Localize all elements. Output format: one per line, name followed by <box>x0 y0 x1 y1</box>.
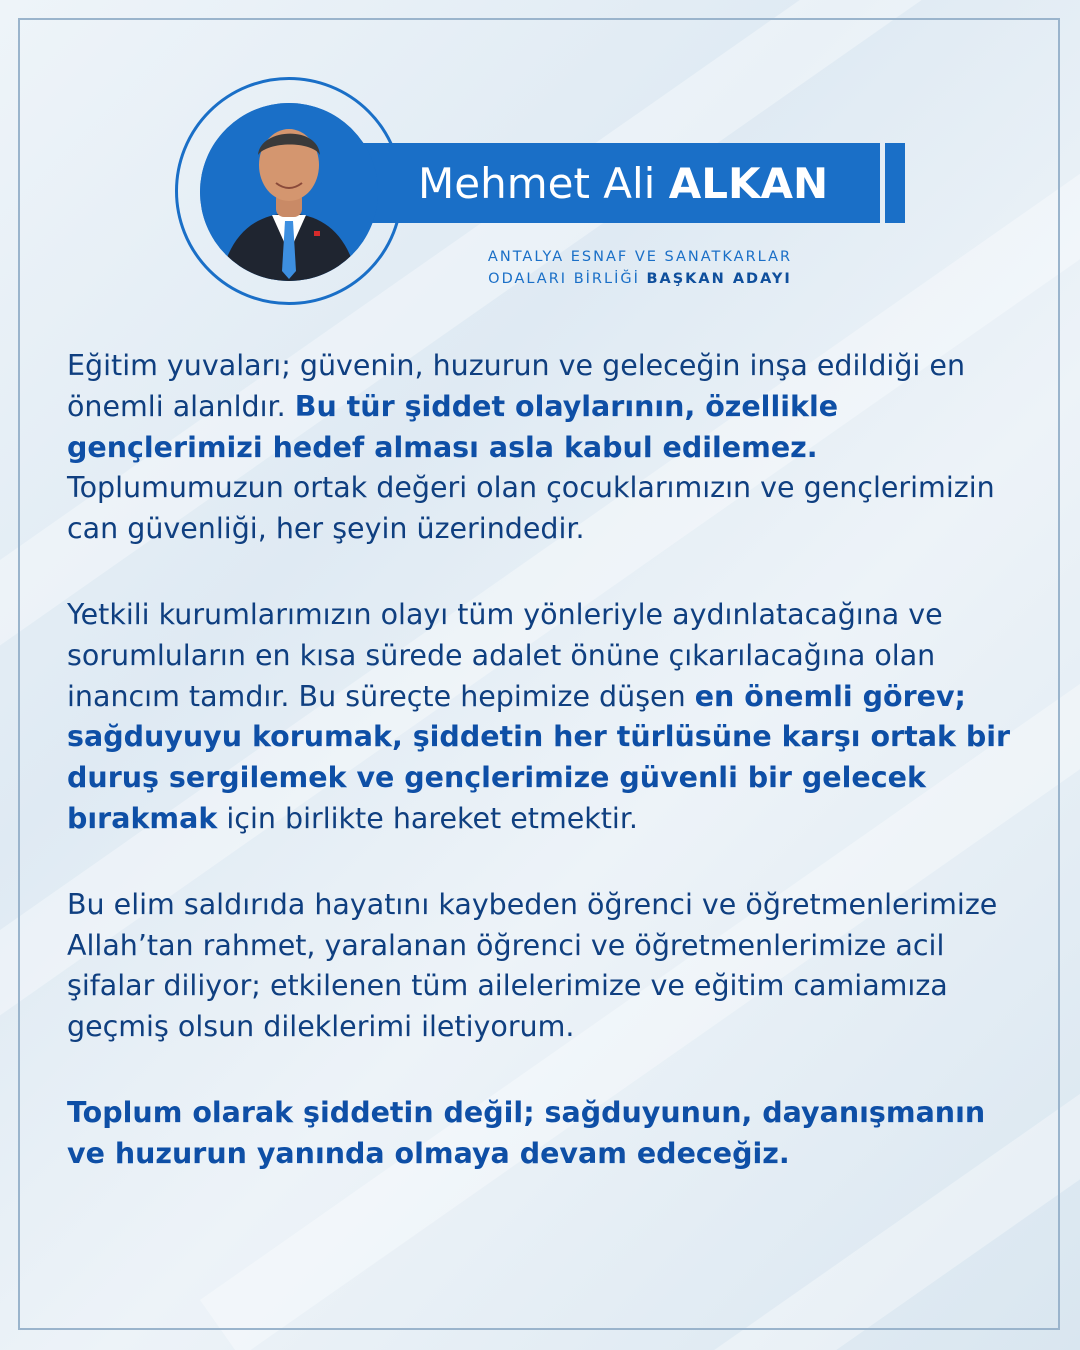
paragraph-1 <box>67 346 1027 550</box>
p1-regular-a: Eğitim yuvaları; güvenin, huzurun ve geleceğin inşa edildiği en önemli alanldır. <box>67 349 966 423</box>
subtitle-line-2-bold: BAŞKAN ADAYI <box>646 271 792 287</box>
statement-body <box>67 346 1027 1220</box>
p2-bold: en önemli görev; sağduyuyu korumak, şiddetin her türlüsüne karşı ortak bir duruş sergilemek ve gençlerimize güvenli bir gelecek bırakmak <box>67 679 1011 835</box>
first-names: Mehmet Ali <box>418 159 656 208</box>
p4-bold: Toplum olarak şiddetin değil; sağduyunun, dayanışmanın ve huzurun yanında olmaya devam edeceğiz. <box>67 1095 986 1170</box>
p1-bold: Bu tür şiddet olaylarının, özellikle gençlerimizi hedef alması asla kabul edilemez. <box>67 389 839 464</box>
candidate-name <box>418 152 828 216</box>
p1-regular-b: Toplumumuzun ortak değeri olan çocuklarımızın ve gençlerimizin can güvenliği, her şeyin üzerindedir. <box>67 471 995 546</box>
p2-regular-a: Yetkili kurumlarımızın olayı tüm yönleriyle aydınlatacağına ve sorumluların en kısa sürede adalet önüne çıkarılacağına olan inancım tamdır. Bu süreçte hepimize düşen <box>67 597 943 713</box>
candidate-portrait <box>200 103 378 281</box>
paragraph-4 <box>67 1093 1027 1175</box>
paragraph-3: Bu elim saldırıda hayatını kaybeden öğrenci ve öğretmenlerimize Allah’tan rahmet, yaralanan öğrenci ve öğretmenlerimize acil şifalar diliyor; etkilenen tüm ailelerimize ve eğitim camiamıza geçmiş olsun dileklerimi iletiyorum. <box>67 887 998 1044</box>
banner-end-bar <box>885 143 905 223</box>
candidate-title <box>440 246 840 290</box>
surname: ALKAN <box>668 159 829 208</box>
paragraph-2 <box>67 595 1027 840</box>
subtitle-line-2 <box>440 268 840 290</box>
subtitle-line-1: ANTALYA ESNAF VE SANATKARLAR <box>487 249 793 265</box>
p2-regular-b: için birlikte hareket etmektir. <box>217 801 638 835</box>
subtitle-line-2-regular: ODALARI BİRLİĞİ <box>488 271 640 287</box>
